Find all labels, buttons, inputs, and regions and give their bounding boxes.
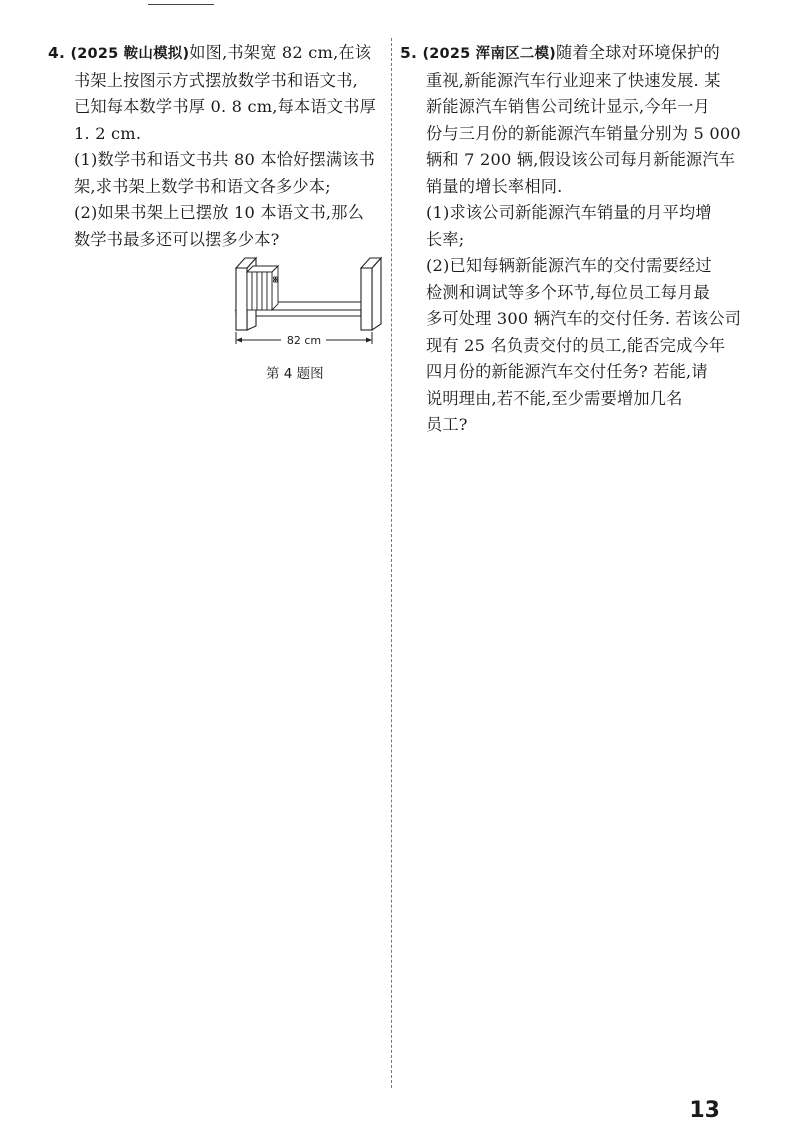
question-4-first-line [48,40,386,68]
figure-caption: 第 4 题图 [266,366,324,382]
left-bookend-front [236,268,247,330]
question-line: 书架上按图示方式摆放数学书和语文书, [74,70,358,90]
top-rule [148,4,214,5]
question-5-first-line [400,40,736,68]
question-line: 如图,书架宽 82 cm,在该 [189,43,372,62]
question-line: 新能源汽车销售公司统计显示,今年一月 [426,97,710,116]
question-line: (2)已知每辆新能源汽车的交付需要经过 [426,256,712,275]
question-5 [400,40,742,439]
bookshelf-figure [226,254,394,354]
question-line: 销量的增长率相同. [426,176,563,196]
column-divider [391,38,392,1088]
question-line: 随着全球对环境保护的 [556,43,720,62]
question-line: 四月份的新能源汽车交付任务? 若能,请 [426,362,708,381]
page-number: 13 [689,1098,720,1123]
question-number: 5. [400,44,418,62]
right-bookend-front [361,268,372,330]
question-line: 已知每本数学书厚 0. 8 cm,每本语文书厚 [74,97,376,116]
width-label: 82 cm [286,334,322,347]
books [247,266,278,310]
question-line: (1)求该公司新能源汽车销量的月平均增 [426,203,712,222]
question-line: 数学书最多还可以摆多少本? [74,229,280,249]
question-line: 架,求书架上数学书和语文各多少本; [74,176,331,196]
question-line: 份与三月份的新能源汽车销量分别为 5 000 [426,123,741,143]
question-source: (2025 鞍山模拟) [70,46,190,62]
question-line: (2)如果书架上已摆放 10 本语文书,那么 [74,203,364,222]
question-line: 现有 25 名负责交付的员工,能否完成今年 [426,335,726,355]
question-line: 重视,新能源汽车行业迎来了快速发展. 某 [426,70,721,90]
question-line: 员工? [426,415,468,434]
question-line: 长率; [426,229,465,249]
question-source: (2025 浑南区二模) [422,46,556,62]
question-number: 4. [48,44,66,62]
question-4 [48,40,386,253]
question-line: 辆和 7 200 辆,假设该公司每月新能源汽车 [426,150,736,169]
question-line: 1. 2 cm. [74,123,142,143]
question-line: 多可处理 300 辆汽车的交付任务. 若该公司 [426,309,742,328]
question-line: 说明理由,若不能,至少需要增加几名 [426,388,683,408]
right-bookend-side [372,258,381,330]
question-line: (1)数学书和语文书共 80 本恰好摆满该书 [74,150,376,169]
question-line: 检测和调试等多个环节,每位员工每月最 [426,282,710,302]
